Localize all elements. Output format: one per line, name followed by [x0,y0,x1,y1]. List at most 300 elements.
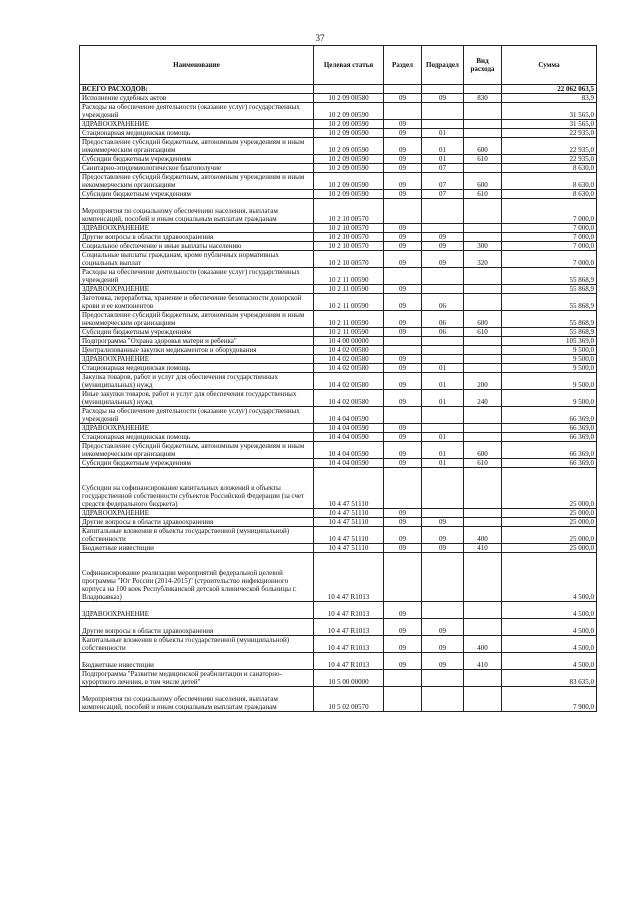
row-target-item: 10 5 02 00570 [314,687,384,712]
row-subsection [422,224,464,233]
total-label: ВСЕГО РАСХОДОВ: [80,85,314,94]
row-target-item: 10 4 47 51110 [314,527,384,544]
row-expense-type [464,619,502,636]
row-subsection [422,346,464,355]
row-subsection [422,468,464,509]
row-sum: 31 565,0 [502,120,597,129]
row-sum: 4 500,0 [502,602,597,619]
row-expense-type: 610 [464,190,502,199]
table-row [80,328,597,337]
row-subsection [422,268,464,285]
row-target-item: 10 4 47 R1013 [314,619,384,636]
row-sum: 25 000,0 [502,527,597,544]
row-sum: 8 630,0 [502,190,597,199]
row-name: Субсидии бюджетным учреждениям [80,155,314,164]
row-name: Капитальные вложения в объекты государственной (муниципальной) собственности [80,527,314,544]
row-section: 09 [384,509,422,518]
table-row [80,602,597,619]
row-name: Стационарная медицинская помощь [80,129,314,138]
row-name: Мероприятия по социальному обеспечению населения, выплатам компенсаций, пособий и иным социальным выплатам гражданам [80,687,314,712]
row-name: Другие вопросы в области здравоохранения [80,518,314,527]
row-target-item: 10 4 04 00590 [314,442,384,459]
row-name: Предоставление субсидий бюджетным, автономным учреждениям и иным некоммерческим организациям [80,173,314,190]
row-subsection: 09 [422,518,464,527]
row-section: 09 [384,294,422,311]
row-sum: 25 000,0 [502,468,597,509]
table-row [80,268,597,285]
row-expense-type: 830 [464,94,502,103]
row-expense-type [464,518,502,527]
row-target-item: 10 2 09 00590 [314,138,384,155]
row-sum: 22 935,0 [502,129,597,138]
row-subsection: 01 [422,129,464,138]
row-section: 09 [384,544,422,553]
row-target-item: 10 4 04 00590 [314,433,384,442]
row-expense-type [464,233,502,242]
row-target-item: 10 4 47 R1013 [314,636,384,653]
row-expense-type [464,553,502,602]
row-section [384,687,422,712]
row-section [384,553,422,602]
row-name: Социальное обеспечение и иные выплаты населению [80,242,314,251]
row-name: Субсидии на софинансирование капитальных вложений в объекты государственной собственности субъектов Российской Федерации (за счет средств федерального бюджета) [80,468,314,509]
row-name: Санитарно-эпидемиологическое благополучие [80,164,314,173]
row-sum: 66 369,0 [502,442,597,459]
row-sum: 7 900,0 [502,687,597,712]
row-section: 09 [384,636,422,653]
row-target-item: 10 4 02 00580 [314,355,384,364]
row-section: 09 [384,173,422,190]
row-expense-type [464,355,502,364]
row-section: 09 [384,155,422,164]
table-row [80,687,597,712]
row-subsection [422,355,464,364]
row-subsection: 09 [422,242,464,251]
row-name: ЗДРАВООХРАНЕНИЕ [80,120,314,129]
row-section: 09 [384,373,422,390]
row-sum: 55 868,9 [502,285,597,294]
row-target-item: 10 2 10 00570 [314,224,384,233]
table-row [80,346,597,355]
row-expense-type: 200 [464,373,502,390]
row-target-item: 10 2 11 00590 [314,328,384,337]
row-section: 09 [384,602,422,619]
row-sum: 55 868,9 [502,294,597,311]
row-name: Мероприятия по социальному обеспечению населения, выплатам компенсаций, пособий и иным социальным выплатам гражданам [80,199,314,224]
row-expense-type [464,509,502,518]
row-section: 09 [384,390,422,407]
row-section: 09 [384,433,422,442]
table-row [80,242,597,251]
row-name: Расходы на обеспечение деятельности (оказание услуг) государственных учреждений [80,407,314,424]
table-row [80,337,597,346]
row-section: 09 [384,619,422,636]
row-sum: 22 935,0 [502,138,597,155]
row-section: 09 [384,164,422,173]
table-row [80,285,597,294]
row-expense-type [464,602,502,619]
row-name: Исполнение судебных актов [80,94,314,103]
row-name: ЗДРАВООХРАНЕНИЕ [80,355,314,364]
row-section [384,468,422,509]
row-subsection: 09 [422,251,464,268]
table-row [80,390,597,407]
row-subsection: 01 [422,364,464,373]
row-subsection [422,199,464,224]
row-target-item: 10 4 04 00590 [314,424,384,433]
row-expense-type: 600 [464,173,502,190]
table-row [80,94,597,103]
row-target-item: 10 2 10 00570 [314,199,384,224]
row-name: Закупка товаров, работ и услуг для обеспечения государственных (муниципальных) нужд [80,373,314,390]
row-sum: 7 000,0 [502,251,597,268]
row-section: 09 [384,364,422,373]
table-row [80,294,597,311]
table-row [80,251,597,268]
row-name: Субсидии бюджетным учреждениям [80,328,314,337]
table-row [80,173,597,190]
row-target-item: 10 4 47 51110 [314,544,384,553]
row-target-item: 10 2 09 00590 [314,173,384,190]
header-target-item: Целевая статья [314,46,384,85]
row-section [384,346,422,355]
row-subsection: 07 [422,173,464,190]
row-target-item: 10 4 02 00580 [314,373,384,390]
header-section: Раздел [384,46,422,85]
row-subsection: 01 [422,155,464,164]
row-expense-type [464,285,502,294]
row-sum: 7 000,0 [502,199,597,224]
table-row [80,138,597,155]
row-section: 09 [384,459,422,468]
row-name: Стационарная медицинская помощь [80,433,314,442]
row-name: Расходы на обеспечение деятельности (оказание услуг) государственных учреждений [80,103,314,120]
row-target-item: 10 2 11 00590 [314,311,384,328]
row-expense-type [464,364,502,373]
row-name: Субсидии бюджетным учреждениям [80,459,314,468]
row-sum: 31 565,0 [502,103,597,120]
row-target-item: 10 4 02 00580 [314,346,384,355]
row-subsection: 09 [422,544,464,553]
row-subsection [422,103,464,120]
row-expense-type [464,670,502,687]
row-sum: 25 000,0 [502,544,597,553]
header-name: Наименование [80,46,314,85]
row-target-item: 10 5 00 00000 [314,670,384,687]
row-sum: 4 500,0 [502,653,597,670]
row-name: ЗДРАВООХРАНЕНИЕ [80,602,314,619]
row-sum: 83 635,0 [502,670,597,687]
row-subsection [422,687,464,712]
row-sum: 9 500,0 [502,355,597,364]
row-expense-type [464,199,502,224]
row-subsection [422,424,464,433]
row-subsection: 06 [422,311,464,328]
row-subsection: 01 [422,433,464,442]
header-sum: Сумма [502,46,597,85]
row-sum: 7 000,0 [502,224,597,233]
table-row [80,619,597,636]
row-subsection [422,509,464,518]
row-expense-type: 410 [464,653,502,670]
table-row [80,424,597,433]
row-name: Расходы на обеспечение деятельности (оказание услуг) государственных учреждений [80,268,314,285]
row-target-item: 10 4 47 51110 [314,468,384,509]
row-expense-type: 400 [464,636,502,653]
row-target-item: 10 2 09 00590 [314,155,384,164]
row-target-item: 10 2 09 00580 [314,94,384,103]
row-sum: 25 000,0 [502,518,597,527]
row-target-item: 10 4 04 00590 [314,407,384,424]
total-row [80,85,597,94]
row-section: 09 [384,285,422,294]
row-section: 09 [384,224,422,233]
page-number: 37 [315,33,325,43]
row-name: Иные закупки товаров, работ и услуг для обеспечения государственных (муниципальных) нужд [80,390,314,407]
row-expense-type: 600 [464,311,502,328]
row-section: 09 [384,242,422,251]
table-row [80,164,597,173]
row-target-item: 10 4 02 00580 [314,364,384,373]
row-section: 09 [384,311,422,328]
row-sum: 66 369,0 [502,424,597,433]
row-target-item: 10 4 02 00580 [314,390,384,407]
row-sum: 8 630,0 [502,173,597,190]
table-row [80,518,597,527]
table-row [80,129,597,138]
row-expense-type [464,103,502,120]
table-row [80,103,597,120]
row-subsection: 01 [422,459,464,468]
row-expense-type [464,268,502,285]
table-row [80,199,597,224]
row-target-item: 10 2 09 00590 [314,164,384,173]
row-subsection: 07 [422,164,464,173]
row-section: 09 [384,120,422,129]
table-row [80,527,597,544]
header-subsection: Подраздел [422,46,464,85]
row-expense-type: 400 [464,527,502,544]
row-sum: 8 630,0 [502,164,597,173]
table-row [80,311,597,328]
row-target-item: 10 4 47 R1013 [314,602,384,619]
table-row [80,653,597,670]
row-section [384,407,422,424]
budget-expenditure-table [79,45,597,712]
row-section: 09 [384,138,422,155]
row-subsection [422,120,464,129]
row-target-item: 10 2 09 00590 [314,103,384,120]
row-subsection: 01 [422,442,464,459]
row-expense-type [464,164,502,173]
row-expense-type: 320 [464,251,502,268]
row-sum: 66 369,0 [502,459,597,468]
row-section [384,670,422,687]
table-row [80,155,597,164]
row-name: Подпрограмма "Развитие медицинской реабилитации и санаторно-курортного лечения, в том числе детей" [80,670,314,687]
row-expense-type: 610 [464,155,502,164]
row-section: 09 [384,518,422,527]
row-target-item: 10 2 10 00570 [314,251,384,268]
row-name: Другие вопросы в области здравоохранения [80,619,314,636]
row-sum: 25 000,0 [502,509,597,518]
table-row [80,373,597,390]
row-section: 09 [384,190,422,199]
row-subsection [422,337,464,346]
row-expense-type [464,337,502,346]
row-subsection: 01 [422,373,464,390]
row-subsection [422,407,464,424]
row-subsection: 07 [422,190,464,199]
table-row [80,544,597,553]
row-subsection [422,670,464,687]
table-row [80,224,597,233]
total-sum: 22 062 063,5 [502,85,597,94]
row-expense-type [464,346,502,355]
row-sum: 7 000,0 [502,233,597,242]
row-subsection: 09 [422,527,464,544]
row-section: 09 [384,129,422,138]
table-row [80,190,597,199]
table-row [80,442,597,459]
row-section [384,103,422,120]
row-expense-type: 610 [464,328,502,337]
row-subsection: 09 [422,653,464,670]
row-sum: 4 500,0 [502,636,597,653]
row-name: Предоставление субсидий бюджетным, автономным учреждениям и иным некоммерческим организациям [80,138,314,155]
row-section: 09 [384,442,422,459]
row-name: ЗДРАВООХРАНЕНИЕ [80,509,314,518]
row-name: Централизованные закупки медикаментов и оборудования [80,346,314,355]
row-expense-type [464,224,502,233]
table-row [80,355,597,364]
row-section: 09 [384,653,422,670]
row-section: 09 [384,328,422,337]
row-expense-type: 600 [464,442,502,459]
row-name: Другие вопросы в области здравоохранения [80,233,314,242]
row-section: 09 [384,527,422,544]
row-target-item: 10 4 00 00000 [314,337,384,346]
row-sum: 9 500,0 [502,390,597,407]
row-name: Бюджетные инвестиции [80,544,314,553]
table-row [80,468,597,509]
row-target-item: 10 2 10 00570 [314,233,384,242]
row-name: Предоставление субсидий бюджетным, автономным учреждениям и иным некоммерческим организациям [80,311,314,328]
row-target-item: 10 2 09 00590 [314,129,384,138]
row-subsection: 09 [422,619,464,636]
row-section [384,199,422,224]
table-row [80,636,597,653]
row-name: Предоставление субсидий бюджетным, автономным учреждениям и иным некоммерческим организациям [80,442,314,459]
row-section: 09 [384,233,422,242]
row-section [384,337,422,346]
row-target-item: 10 4 47 R1013 [314,653,384,670]
row-subsection [422,285,464,294]
row-name: Стационарная медицинская помощь [80,364,314,373]
table-row [80,433,597,442]
table-row [80,459,597,468]
row-section: 09 [384,424,422,433]
row-target-item: 10 2 11 00590 [314,268,384,285]
row-name: Бюджетные инвестиции [80,653,314,670]
row-target-item: 10 4 47 51110 [314,518,384,527]
row-subsection: 01 [422,390,464,407]
row-target-item: 10 2 09 00590 [314,190,384,199]
row-sum: 4 500,0 [502,553,597,602]
table-row [80,509,597,518]
table-row [80,407,597,424]
row-name: Капитальные вложения в объекты государственной (муниципальной) собственности [80,636,314,653]
row-name: ЗДРАВООХРАНЕНИЕ [80,285,314,294]
row-section [384,268,422,285]
row-name: Заготовка, переработка, хранение и обеспечение безопасности донорской крови и ее компонентов [80,294,314,311]
row-target-item: 10 4 47 51110 [314,509,384,518]
row-name: Субсидии бюджетным учреждениям [80,190,314,199]
table-row [80,233,597,242]
row-sum: 7 000,0 [502,242,597,251]
row-sum: 66 369,0 [502,407,597,424]
header-expense-type: Вид расхода [464,46,502,85]
row-sum: 9 500,0 [502,346,597,355]
row-expense-type: 610 [464,459,502,468]
row-sum: 83,9 [502,94,597,103]
row-subsection: 09 [422,233,464,242]
row-sum: 9 500,0 [502,373,597,390]
row-name: ЗДРАВООХРАНЕНИЕ [80,224,314,233]
row-expense-type: 600 [464,138,502,155]
row-expense-type [464,120,502,129]
table-row [80,120,597,129]
row-expense-type [464,129,502,138]
row-sum: 9 500,0 [502,364,597,373]
row-expense-type [464,468,502,509]
row-section: 09 [384,94,422,103]
row-target-item: 10 2 10 00570 [314,242,384,251]
row-subsection: 06 [422,328,464,337]
row-expense-type [464,407,502,424]
row-sum: 55 868,9 [502,268,597,285]
row-sum: 22 935,0 [502,155,597,164]
row-sum: 105 369,0 [502,337,597,346]
row-target-item: 10 4 04 00590 [314,459,384,468]
row-name: Софинансирование реализации мероприятий федеральной целевой программы "Юг России (2014-2015)" (строительство инфекционного корпуса на 100 коек Республиканской детской клинической больницы г. Владикавказ) [80,553,314,602]
row-target-item: 10 2 11 00590 [314,294,384,311]
row-subsection: 09 [422,636,464,653]
row-name: Социальные выплаты гражданам, кроме публичных нормативных социальных выплат [80,251,314,268]
row-subsection [422,553,464,602]
row-expense-type: 240 [464,390,502,407]
row-sum: 4 500,0 [502,619,597,636]
row-subsection: 06 [422,294,464,311]
row-section: 09 [384,355,422,364]
table-row [80,553,597,602]
row-expense-type [464,294,502,311]
row-expense-type [464,424,502,433]
row-sum: 55 868,9 [502,311,597,328]
row-name: ЗДРАВООХРАНЕНИЕ [80,424,314,433]
table-row [80,364,597,373]
row-subsection [422,602,464,619]
row-sum: 55 868,9 [502,328,597,337]
table-header-row [80,46,597,85]
row-target-item: 10 4 47 R1013 [314,553,384,602]
table-row [80,670,597,687]
row-expense-type [464,687,502,712]
row-name: Подпрограмма "Охрана здоровья матери и ребенка" [80,337,314,346]
row-section: 09 [384,251,422,268]
row-target-item: 10 2 11 00590 [314,285,384,294]
row-expense-type: 410 [464,544,502,553]
